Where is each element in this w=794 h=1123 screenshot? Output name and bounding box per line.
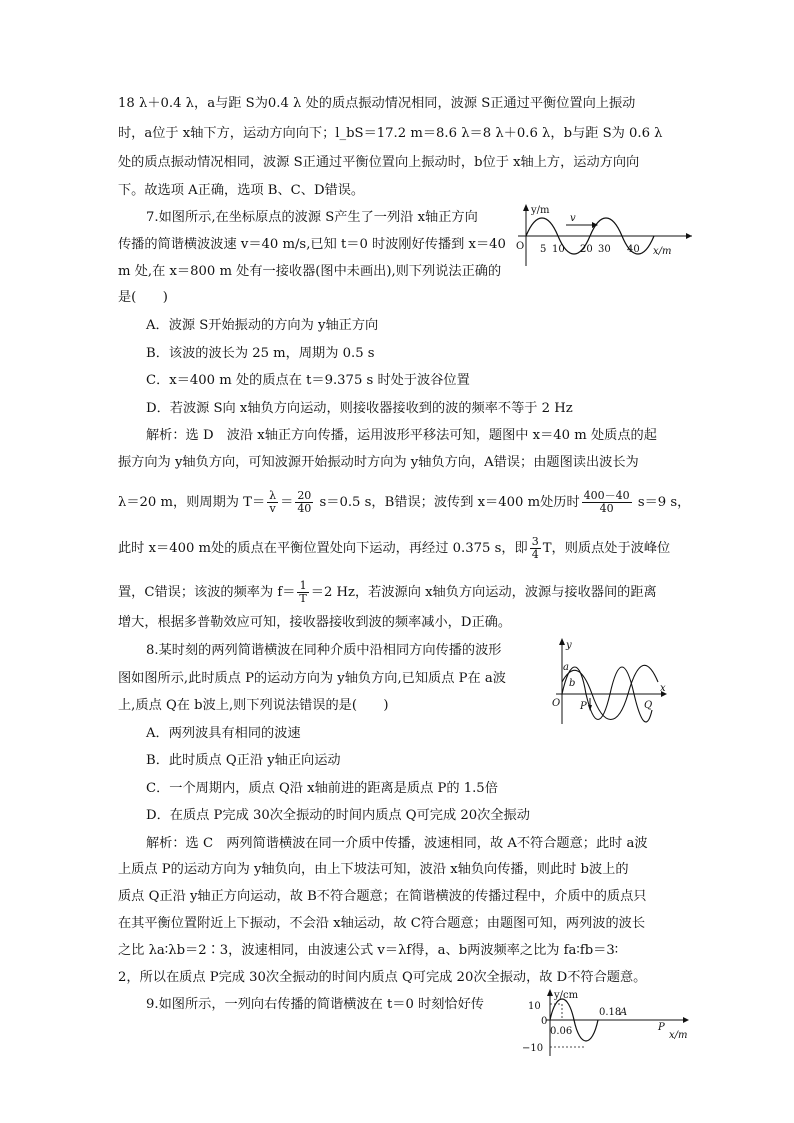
svg-text:x: x (660, 683, 666, 694)
text-line: m 处,在 x＝800 m 处有一接收器(图中未画出),则下列说法正确的 (118, 264, 502, 279)
text-line: 18 λ＋0.4 λ，a与距 S为0.4 λ 处的质点振动情况相同，波源 S正通过平衡位置向上振动 (118, 96, 636, 111)
text-line: 上质点 P的运动方向为 y轴负向，由上下坡法可知，波沿 x轴负向传播，则此时 b波上的 (118, 862, 629, 877)
fraction: $\frac{20}{40}$ (297, 489, 312, 515)
y-axis-label: y/m (531, 205, 550, 216)
text-line: C．一个周期内，质点 Q沿 x轴前进的距离是质点 P的 1.5倍 (146, 781, 498, 796)
svg-text:Q: Q (644, 700, 653, 711)
fraction: $\frac{1}{T}$ (299, 579, 307, 605)
text-line: D．若波源 S向 x轴负方向运动，则接收器接收到的波的频率不等于 2 Hz (146, 401, 573, 416)
svg-text:y: y (566, 640, 572, 651)
fraction: $\frac{400-40}{40}$ (583, 489, 630, 515)
svg-text:P: P (658, 1022, 665, 1033)
svg-text:−10: −10 (522, 1043, 544, 1054)
text-line: 图如图所示,此时质点 P的运动方向为 y轴负方向,已知质点 P在 a波 (118, 671, 506, 686)
text-line: 解析：选 C 两列简谐横波在同一介质中传播，波速相同，故 A不符合题意；此时 a波 (146, 836, 648, 851)
svg-text:x/m: x/m (669, 1030, 688, 1041)
svg-text:40: 40 (627, 244, 640, 255)
fraction: $\frac{\lambda}{v}$ (269, 489, 277, 515)
svg-text:0: 0 (541, 1016, 548, 1027)
text-line: 7.如图所示,在坐标原点的波源 S产生了一列沿 x轴正方向 (146, 210, 478, 225)
svg-text:P: P (580, 701, 587, 712)
text-line: C．x＝400 m 处的质点在 t＝9.375 s 时处于波谷位置 (146, 373, 470, 388)
svg-text:a: a (563, 662, 569, 673)
svg-text:A: A (620, 1007, 628, 1018)
text-line: 2，所以在质点 P完成 30次全振动的时间内质点 Q可完成 20次全振动，故 D不符合题意。 (118, 970, 647, 985)
origin-label: O (516, 241, 525, 252)
text-line: 在其平衡位置附近上下振动，不会沿 x轴运动，故 C符合题意；由题图可知，两列波的波长 (118, 916, 646, 931)
text-line: A．波源 S开始振动的方向为 y轴正方向 (146, 318, 379, 333)
formula-line-period: λ＝20 m，则周期为 T＝ $\frac{\lambda}{v}$ ＝ $\frac{20}{40}$ s＝0.5 s，B错误；波传到 x＝400 m处历时 $\frac{400-40}{40}$ s＝9 s， (118, 489, 691, 515)
text-line: 解析：选 D 波沿 x轴正方向传播，运用波形平移法可知，题图中 x＝40 m 处质点的起 (146, 428, 657, 443)
svg-text:5: 5 (540, 244, 547, 255)
two-waves-figure-q8 (548, 636, 668, 730)
text-line: B．此时质点 Q正沿 y轴正向运动 (146, 753, 341, 768)
svg-text:10: 10 (552, 244, 565, 255)
text-line: 上,质点 Q在 b波上,则下列说法错误的是( ) (118, 698, 389, 713)
text-line: 增大，根据多普勒效应可知，接收器接收到波的频率减小，D正确。 (118, 615, 512, 630)
formula-line-frequency: 置，C错误；该波的频率为 f＝ $\frac{1}{T}$ ＝2 Hz，若波源向 x轴负方向运动，波源与接收器间的距离 (118, 579, 657, 605)
svg-text:b: b (569, 678, 576, 689)
svg-text:y/cm: y/cm (554, 990, 579, 1001)
svg-text:O: O (552, 698, 561, 709)
wave-figure-q9 (522, 988, 692, 1062)
formula-text: λ＝20 m，则周期为 T＝ (118, 495, 266, 510)
velocity-label: v (570, 213, 576, 224)
svg-text:10: 10 (528, 1001, 541, 1012)
text-line: 是( ) (118, 290, 168, 305)
svg-text:20: 20 (580, 244, 593, 255)
text-line: 处的质点振动情况相同，波源 S正通过平衡位置向上振动时，b位于 x轴上方，运动方向向 (118, 155, 640, 170)
text-line: D．在质点 P完成 30次全振动的时间内质点 Q可完成 20次全振动 (146, 808, 530, 823)
x-axis-label: x/m (653, 246, 672, 257)
svg-text:0.18: 0.18 (599, 1007, 622, 1018)
svg-text:30: 30 (598, 244, 611, 255)
svg-text:0.06: 0.06 (550, 1026, 573, 1037)
text-line: 质点 Q正沿 y轴正方向运动，故 B不符合题意；在简谐横波的传播过程中，介质中的质点只 (118, 889, 647, 904)
text-line: 下。故选项 A正确，选项 B、C、D错误。 (118, 183, 365, 198)
text-line: 之比 λa∶λb＝2∶3，波速相同，由波速公式 v＝λf得，a、b两波频率之比为 fa∶fb＝3∶ (118, 943, 619, 958)
text-line: 8.某时刻的两列简谐横波在同种介质中沿相同方向传播的波形 (146, 643, 502, 658)
text-line: A．两列波具有相同的波速 (146, 726, 301, 741)
text-line: B．该波的波长为 25 m，周期为 0.5 s (146, 346, 375, 361)
text-line: 振方向为 y轴负方向，可知波源开始振动时方向为 y轴负方向，A错误；由题图读出波长为 (118, 455, 639, 470)
text-line: 9.如图所示，一列向右传播的简谐横波在 t＝0 时刻恰好传 (146, 997, 484, 1012)
text-line: 时，a位于 x轴下方，运动方向向下；l_bS＝17.2 m＝8.6 λ＝8 λ＋0.6 λ，b与距 S为 0.6 λ (118, 126, 663, 141)
text-line: 传播的简谐横波波速 v＝40 m/s,已知 t＝0 时波刚好传播到 x＝40 (118, 237, 506, 252)
fraction: $\frac{3}{4}$ (531, 535, 539, 561)
wave-figure-q7 (496, 202, 696, 274)
formula-line-quarter: 此时 x＝400 m处的质点在平衡位置处向下运动，再经过 0.375 s，即 $\frac{3}{4}$ T，则质点处于波峰位 (118, 535, 671, 561)
